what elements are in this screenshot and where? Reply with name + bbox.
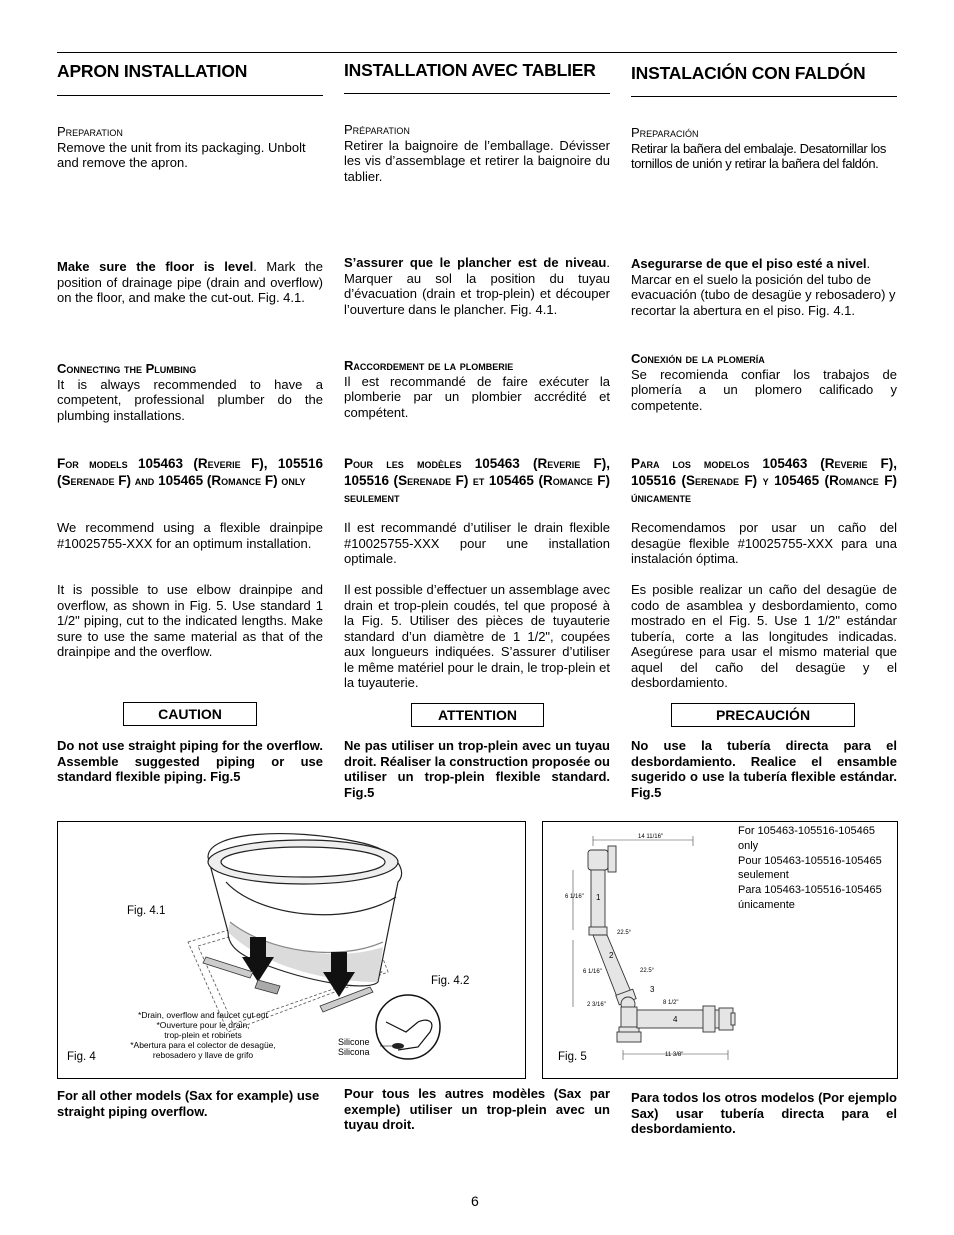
flex-en: We recommend using a flexible drainpipe #10025755-XXX for an optimum installation. [57, 520, 323, 551]
models-head-fr-10: F) [597, 473, 610, 488]
plumb-head-en: Connecting the Plumbing [57, 361, 197, 376]
elbow-fr: Il est possible d’effectuer un assemblage avec drain et trop-plein coudés, tel que proposé à la Fig. 5. Utiliser des pièces de tuyauterie standard d’un diamètre de 1 1/2", coupées aux longueurs indiquées. S’assurer d’utiliser le même matériel pour le drain, le trop-plein et la tuyauterie. [344, 582, 610, 690]
other-en: For all other models (Sax for example) use straight piping overflow. [57, 1088, 320, 1119]
title-en: APRON INSTALLATION [57, 61, 248, 81]
floor-text-es: . Marcar en el suelo la posición del tubo de evacuación (tubo de desagüe y rebosadero) y recortar la abertura en el piso. Fig. 4.1. [631, 256, 896, 318]
models-head-es-4: F), 105516 ( [631, 456, 897, 488]
plumb-head-es: Conexión de la plomería [631, 351, 765, 366]
floor-fr [344, 255, 610, 317]
prep-head-fr: Préparation [344, 122, 410, 137]
plumb-fr [344, 358, 610, 420]
models-head-es-7: y [762, 473, 769, 488]
caution-box-fr: ATTENTION [411, 703, 544, 727]
models-head-es-5: Serenade [685, 473, 739, 488]
cutout-note-3: trop-plein et robinets [164, 1030, 242, 1040]
part-1: 1 [596, 893, 601, 902]
angle-1: 22.5° [617, 930, 632, 936]
prep-fr [344, 122, 610, 184]
fig5-note-4: seulement [738, 869, 789, 882]
title-es: INSTALACIÓN CON FALDÓN [631, 63, 866, 83]
silicone-label-1: Silicone [338, 1037, 370, 1047]
models-head-en-2: 105463 ( [138, 456, 198, 471]
floor-bold-es: Asegurarse de que el piso esté a nivel [631, 256, 867, 271]
flex-fr: Il est recommandé d’utiliser le drain flexible #10025755-XXX pour une installation optimale. [344, 520, 610, 566]
prep-head-es: Preparación [631, 125, 699, 140]
models-head-es-9: Romance [829, 473, 879, 488]
models-head-fr [344, 455, 610, 506]
models-head-en-5: Serenade [61, 473, 115, 488]
models-head-en-1: For models [57, 456, 128, 471]
models-head-fr-4: F), 105516 ( [344, 456, 610, 488]
caution-box-en: CAUTION [123, 702, 257, 726]
models-head-en-7: and [134, 473, 155, 488]
models-head-en [57, 455, 323, 489]
plumb-head-fr: Raccordement de la plomberie [344, 358, 514, 373]
models-head-fr-8: 105465 ( [488, 473, 543, 488]
models-head-fr-7: et [472, 473, 485, 488]
caution-box-es: PRECAUCIÓN [671, 703, 855, 727]
models-head-fr-3: Reverie [537, 456, 581, 471]
top-rule [57, 52, 897, 53]
models-head-fr-11: seulement [344, 490, 400, 505]
title-rule-en [57, 95, 323, 96]
floor-bold-fr: S’assurer que le plancher est de niveau [344, 255, 607, 270]
fig5-note-1: For 105463-105516-105465 [738, 825, 876, 837]
floor-bold-en: Make sure the floor is level [57, 259, 254, 274]
models-head-es-10: F) [884, 473, 897, 488]
models-head-en-11: only [281, 473, 306, 488]
plumb-text-en: It is always recommended to have a competent, professional plumber do the plumbing installations. [57, 376, 323, 423]
fig42-label: Fig. 4.2 [431, 975, 470, 987]
prep-head-en: Preparation [57, 124, 123, 139]
prep-text-es: Retirar la bañera del embalaje. Desatornillar los tornillos de unión y retirar la bañera del faldón. [631, 140, 886, 171]
figure-5 [542, 821, 898, 1079]
cutout-note-1: *Drain, overflow and faucet cut out [138, 1010, 268, 1020]
caution-text-es: No use la tubería directa para el desbordamiento. Realice el ensamble sugerido o use la tubería flexible estándar. Fig.5 [631, 738, 897, 800]
models-head-en-4: F), 105516 ( [57, 456, 323, 488]
models-head-fr-6: F) [455, 473, 469, 488]
prep-en [57, 124, 323, 171]
models-head-es-11: únicamente [631, 490, 691, 505]
fig5-note-3: Pour 105463-105516-105465 [738, 854, 882, 867]
plumb-text-fr: Il est recommandé de faire exécuter la plomberie par un plombier accrédité et compétent. [344, 373, 610, 420]
cutout-note-5: rebosadero y llave de grifo [152, 1050, 254, 1060]
floor-text-en: . Mark the position of drainage pipe (drain and overflow) on the floor, and make the cut-out. Fig. 4.1. [57, 259, 323, 305]
models-head-fr-9: Romance [542, 473, 593, 488]
cutout-note [113, 1010, 293, 1060]
prep-text-fr: Retirer la baignoire de l’emballage. Dévisser les vis d’assemblage et retirer la baignoire du tablier. [344, 137, 610, 184]
plumb-text-es: Se recomienda confiar los trabajos de plomería a un plomero calificado y competente. [631, 366, 897, 413]
caution-text-en: Do not use straight piping for the overflow. Assemble suggested piping or use standard flexible piping. Fig.5 [57, 738, 323, 784]
figure-4 [57, 821, 526, 1079]
title-fr: INSTALLATION AVEC TABLIER [344, 60, 596, 80]
models-head-en-9: Romance [211, 473, 262, 488]
floor-en [57, 259, 323, 306]
models-head-fr-2: 105463 ( [474, 456, 538, 471]
flex-es: Recomendamos por usar un caño del desagüe flexible #10025755-XXX para una instalación óptima. [631, 520, 897, 566]
page-number: 6 [471, 1193, 479, 1209]
part-3: 3 [650, 985, 655, 994]
floor-es [631, 256, 897, 318]
silicone-label-2: Silicona [338, 1047, 370, 1057]
elbow-es: Es posible realizar un caño del desagüe de codo de asamblea y desbordamiento, como mostrado en el Fig. 5. Use 1 1/2" estándar tubería, corte a las longitudes indicadas. Asegúrese para usar el mismo material que aquel del caño del desagüe y el desbordamiento. [631, 582, 897, 690]
plumb-en [57, 361, 323, 423]
floor-text-fr: . Marquer au sol la position du tuyau d’évacuation (drain et trop-plein) et découper l’ouverture dans le plancher. Fig. 4.1. [344, 255, 610, 317]
fig5-note-5: Para 105463-105516-105465 [738, 884, 882, 897]
title-rule-fr [344, 93, 610, 94]
dim-bottom: 11 3/8" [665, 1052, 684, 1058]
caution-text-fr: Ne pas utiliser un trop-plein avec un tuyau droit. Réaliser la construction proposée ou utiliser un trop-plein flexible standard. Fig.5 [344, 738, 610, 800]
prep-es [631, 125, 897, 172]
fig41-label: Fig. 4.1 [127, 905, 166, 917]
fig5-note [738, 824, 882, 913]
models-head-es-2: 105463 ( [762, 456, 825, 471]
models-head-es-6: F) [744, 473, 758, 488]
elbow-en: It is possible to use elbow drainpipe and overflow, as shown in Fig. 5. Use standard 1 1/2" piping, cut to the indicated lengths. Make sure to use the same material as that of the drainpipe and the overflow. [57, 582, 323, 659]
models-head-en-3: Reverie [197, 456, 241, 471]
other-es: Para todos los otros modelos (Por ejemplo Sax) usar tubería directa para el desbordamiento. [631, 1090, 897, 1136]
fig5-note-6: únicamente [738, 898, 795, 911]
other-fr: Pour tous les autres modèles (Sax par exemple) utiliser un trop-plein avec un tuyau droit. [344, 1086, 610, 1132]
models-head-en-10: F) [264, 473, 278, 488]
dim-1: 6 1/16" [565, 894, 584, 900]
models-head-es-3: Reverie [824, 456, 868, 471]
angle-2: 22.5° [640, 968, 655, 974]
dim-4: 8 1/2" [663, 1000, 679, 1006]
cutout-note-2: *Ouverture pour le drain, [156, 1020, 250, 1030]
models-head-fr-1: Pour les modèles [344, 456, 462, 471]
part-4: 4 [673, 1015, 678, 1024]
prep-text-en: Remove the unit from its packaging. Unbolt and remove the apron. [57, 139, 306, 170]
models-head-es-8: 105465 ( [774, 473, 830, 488]
models-head-en-6: F) [118, 473, 132, 488]
models-head-fr-5: Serenade [398, 473, 452, 488]
plumb-es [631, 351, 897, 413]
dim-3: 2 3/16" [587, 1002, 606, 1008]
dim-2: 6 1/16" [583, 969, 602, 975]
fig5-label: Fig. 5 [558, 1051, 587, 1063]
silicone-label [338, 1037, 370, 1057]
models-head-en-8: 105465 ( [158, 473, 212, 488]
part-2: 2 [609, 951, 614, 960]
fig5-note-2: only [738, 839, 759, 852]
title-rule-es [631, 96, 897, 97]
models-head-es [631, 455, 897, 506]
models-head-es-1: Para los modelos [631, 456, 750, 471]
fig4-label: Fig. 4 [67, 1051, 96, 1063]
cutout-note-4: *Abertura para el colector de desagüe, [130, 1040, 276, 1050]
dim-top: 14 11/16" [638, 834, 664, 840]
